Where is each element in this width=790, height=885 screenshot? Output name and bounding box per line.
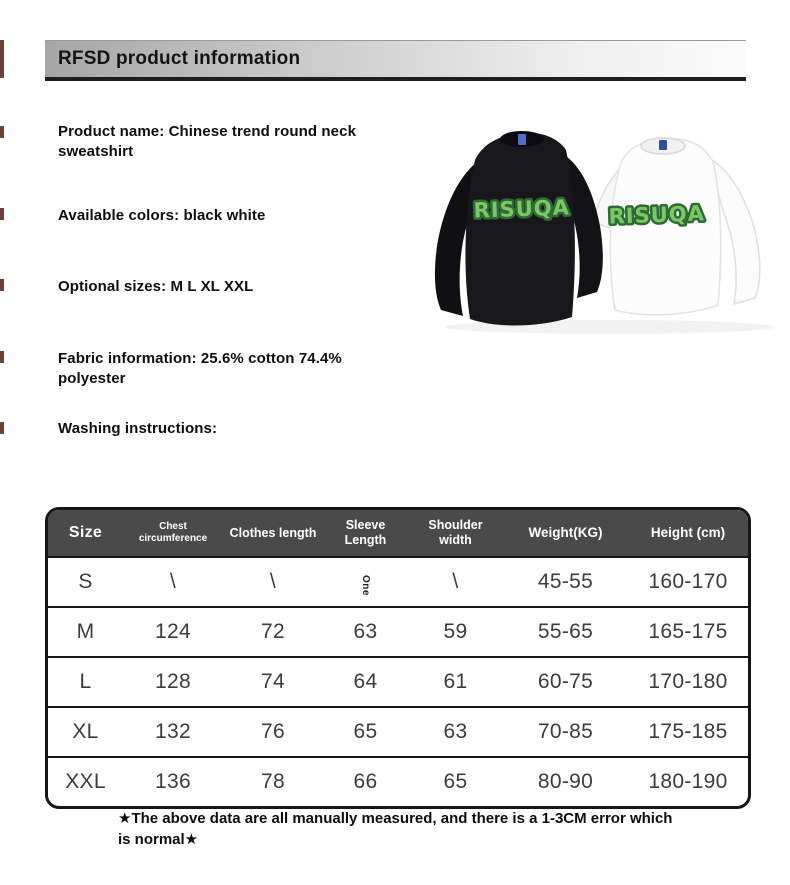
size-value-cell: 124 — [123, 607, 223, 657]
rotated-cell-text: One — [359, 575, 371, 596]
column-header: Weight(KG) — [503, 510, 628, 557]
table-row — [48, 607, 748, 657]
size-value-cell: 80-90 — [503, 757, 628, 806]
edge-artifact — [0, 40, 4, 78]
black-chest-logo: RISUQA — [473, 195, 571, 223]
fabric-info-text: Fabric information: 25.6% cotton 74.4% polyester — [58, 350, 342, 388]
black-neck-tag — [518, 134, 526, 145]
size-value-cell: 63 — [408, 707, 503, 757]
size-value-cell: 76 — [223, 707, 323, 757]
measurement-footnote: ★The above data are all manually measured, and there is a 1-3CM error which is normal★ — [118, 810, 673, 848]
page-title: RFSD product information — [58, 48, 301, 69]
white-chest-logo: RISUQA — [608, 201, 706, 229]
size-value-cell — [323, 557, 408, 607]
edge-artifact — [0, 126, 4, 138]
size-value-cell: 72 — [223, 607, 323, 657]
column-header: Shoulder width — [408, 510, 503, 557]
column-header: Sleeve Length — [323, 510, 408, 557]
size-table-wrap — [45, 507, 751, 809]
column-header: Clothes length — [223, 510, 323, 557]
size-value-cell: 78 — [223, 757, 323, 806]
column-header: Height (cm) — [628, 510, 748, 557]
size-value-cell: 45-55 — [503, 557, 628, 607]
size-value-cell: 70-85 — [503, 707, 628, 757]
size-value-cell: 132 — [123, 707, 223, 757]
washing-instructions-text: Washing instructions: — [58, 420, 218, 437]
size-value-cell: 74 — [223, 657, 323, 707]
size-value-cell: 175-185 — [628, 707, 748, 757]
size-value-cell: 59 — [408, 607, 503, 657]
column-header: Size — [48, 510, 123, 557]
size-value-cell: 61 — [408, 657, 503, 707]
optional-sizes-text: Optional sizes: M L XL XXL — [58, 278, 254, 295]
size-value-cell: \ — [223, 557, 323, 607]
size-table-header — [48, 510, 748, 557]
size-value-cell: 63 — [323, 607, 408, 657]
black-body — [465, 133, 574, 326]
table-row — [48, 557, 748, 607]
size-label-cell: S — [48, 557, 123, 607]
edge-artifact — [0, 351, 4, 363]
size-value-cell: 64 — [323, 657, 408, 707]
size-value-cell: 165-175 — [628, 607, 748, 657]
size-value-cell: 160-170 — [628, 557, 748, 607]
size-value-cell: 55-65 — [503, 607, 628, 657]
white-neck-tag — [659, 140, 667, 150]
size-table-body — [48, 557, 748, 806]
white-sweatshirt-image — [593, 138, 760, 315]
size-label-cell: M — [48, 607, 123, 657]
size-value-cell: \ — [408, 557, 503, 607]
size-table — [48, 510, 748, 806]
section-header-bar — [45, 40, 746, 81]
size-label-cell: L — [48, 657, 123, 707]
product-name-text: Product name: Chinese trend round neck sweatshirt — [58, 123, 357, 161]
size-value-cell: 66 — [323, 757, 408, 806]
product-photos — [425, 126, 790, 338]
size-value-cell: 65 — [408, 757, 503, 806]
available-colors-text: Available colors: black white — [58, 207, 266, 224]
size-value-cell: 180-190 — [628, 757, 748, 806]
size-value-cell: 136 — [123, 757, 223, 806]
size-value-cell: 60-75 — [503, 657, 628, 707]
edge-artifact — [0, 279, 4, 291]
size-label-cell: XL — [48, 707, 123, 757]
size-value-cell: 170-180 — [628, 657, 748, 707]
table-row — [48, 757, 748, 806]
table-row — [48, 657, 748, 707]
table-row — [48, 707, 748, 757]
black-sweatshirt-image — [435, 131, 603, 326]
edge-artifact — [0, 422, 4, 434]
size-label-cell: XXL — [48, 757, 123, 806]
column-header: Chest circumference — [123, 510, 223, 557]
size-value-cell: 65 — [323, 707, 408, 757]
size-value-cell: \ — [123, 557, 223, 607]
edge-artifact — [0, 208, 4, 220]
size-value-cell: 128 — [123, 657, 223, 707]
